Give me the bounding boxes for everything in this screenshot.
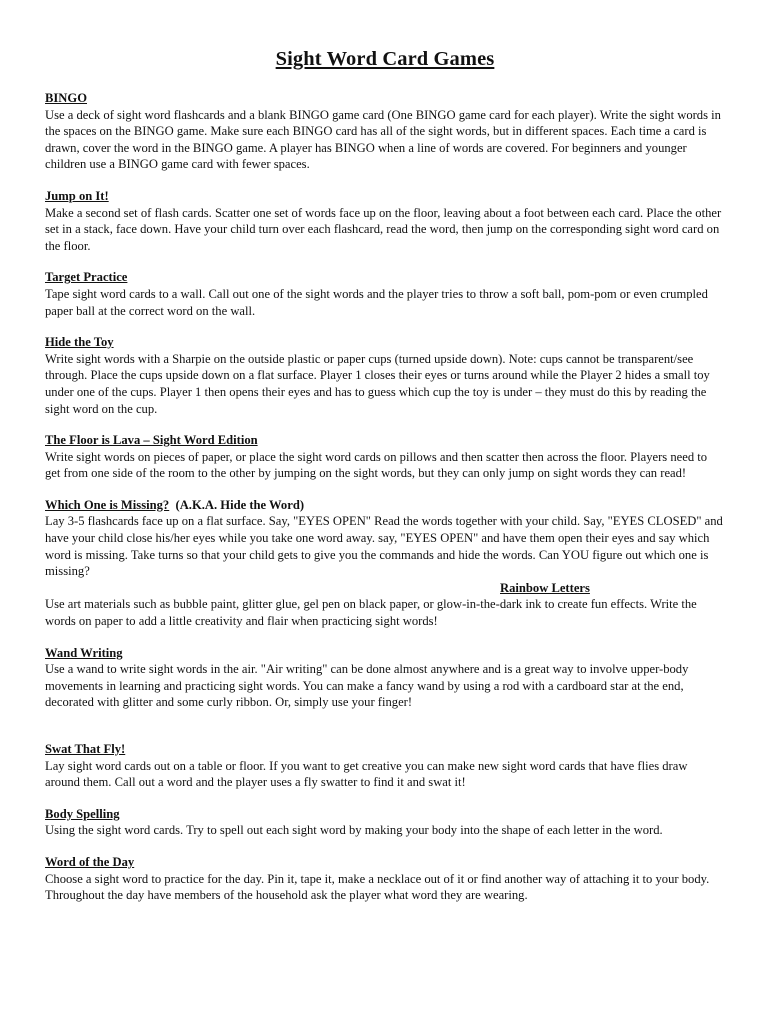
section-body: Use a deck of sight word flashcards and a blank BINGO game card (One BINGO game card for each player). Write the sight words in the spaces on the BINGO game. Make sure each BINGO card has all of the sight words, but in different spaces. Each time a card is drawn, cover the word in the BINGO game. A player has BINGO when a line of words are covered. For beginners and younger children use a BINGO game card with fewer spaces. [45,107,721,172]
section-heading-extra: (A.K.A. Hide the Word) [175,497,305,512]
section-heading: Swat That Fly! [45,742,126,756]
section-heading: Word of the Day [45,854,135,869]
section-body-spelling [45,806,725,839]
section-body: Lay sight word cards out on a table or floor. If you want to get creative you can make new sight word cards that have flies draw around them. Call out a word and the player uses a fly swatter to find it and swat it! [45,758,688,790]
document-page [45,48,725,919]
section-heading: Rainbow Letters [500,580,590,595]
section-body: Tape sight word cards to a wall. Call out one of the sight words and the player tries to throw a soft ball, pom-pom or even crumpled paper ball at the correct word on the wall. [45,286,708,318]
section-body: Lay 3-5 flashcards face up on a flat surface. Say, "EYES OPEN" Read the words together with your child. Say, "EYES CLOSED" and have your child close his/her eyes while you take one word away. say, "EYES OPEN" and have them open their eyes and say which word is missing. Take turns so that your child gets to give you the commands and hide the words. Can YOU figure out which one is missing? [45,514,723,579]
section-floor-is-lava [45,432,725,482]
section-body: Write sight words on pieces of paper, or place the sight word cards on pillows and then scatter then across the floor. Players need to get from one side of the room to the other by jumping on the sight words, but they can only jump on sight words they can read! [45,449,708,481]
section-wand-writing [45,645,725,711]
section-body: Use art materials such as bubble paint, glitter glue, gel pen on black paper, or glow-in-the-dark ink to create fun effects. Write the words on paper to add a little creativity and flair when practicing sight words! [45,597,697,629]
section-heading: Wand Writing [45,645,123,660]
section-heading: Body Spelling [45,806,120,821]
section-target-practice [45,269,725,319]
section-body: Make a second set of flash cards. Scatter one set of words face up on the floor, leaving about a foot between each card. Place the other set in a stack, face down. Have your child turn over each flashcard, read the word, then jump on the corresponding sight word card on the floor. [45,205,722,253]
section-which-one-is-missing [45,497,725,580]
section-hide-the-toy [45,334,725,417]
section-heading: BINGO [45,91,87,105]
section-swat-that-fly [45,741,725,791]
section-heading: Hide the Toy [45,335,114,350]
section-heading: Target Practice [45,270,128,285]
section-heading: Jump on It! [45,188,109,203]
section-body: Write sight words with a Sharpie on the outside plastic or paper cups (turned upside down). Note: cups cannot be transparent/see through. Place the cups upside down on a flat surface. Player 1 closes their eyes or turns around while the Player 2 hides a small toy under one of the cups. Player 1 then opens their eyes and has to guess which cup the toy is under – they must do this by reading the sight word on the cup. [45,351,710,416]
section-body: Using the sight word cards. Try to spell out each sight word by making your body into the shape of each letter in the word. [45,823,663,838]
section-body: Choose a sight word to practice for the day. Pin it, tape it, make a necklace out of it or find another way of attaching it to your body. Throughout the day have members of the household ask the player what word they are wearing. [45,871,710,903]
page-title: Sight Word Card Games [275,48,495,70]
section-heading: The Floor is Lava – Sight Word Edition [45,433,258,448]
section-rainbow-letters [45,580,725,630]
section-jump-on-it [45,188,725,254]
section-heading: Which One is Missing? (A.K.A. Hide the Word) [45,497,305,512]
section-bingo [45,90,725,173]
section-word-of-the-day [45,854,725,904]
section-body: Use a wand to write sight words in the air. "Air writing" can be done almost anywhere and is a great way to involve upper-body movements in learning and practicing sight words. You can make a fancy wand by using a rod with a cardboard star at the end, decorated with glitter and some curly ribbon. Or, simply use your finger! [45,662,689,710]
